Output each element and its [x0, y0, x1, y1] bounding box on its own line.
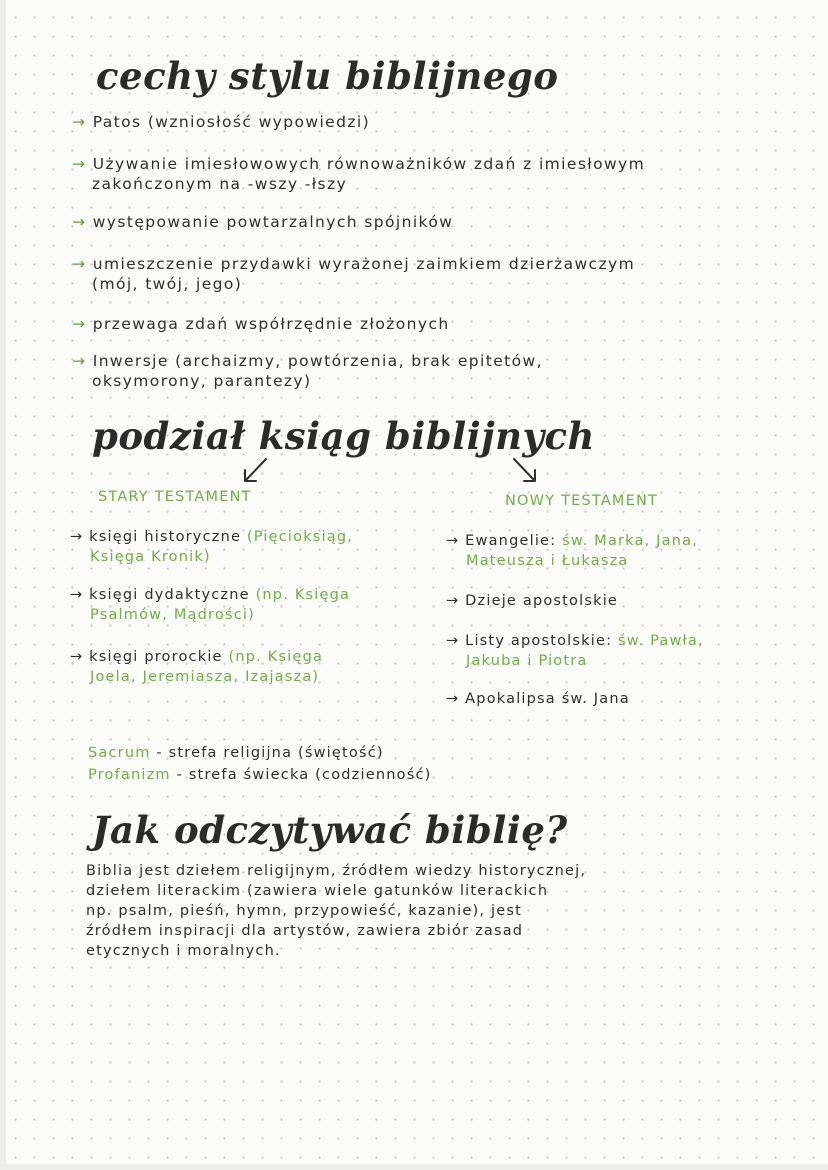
arrow-right-icon: → [72, 113, 87, 131]
arrow-right-icon: → [70, 587, 84, 603]
list-item: → księgi historyczne (Pięcioksiąg, [70, 529, 354, 545]
arrow-down-right-icon [508, 456, 542, 486]
arrow-right-icon: → [72, 352, 87, 370]
list-item: → Dzieje apostolskie [446, 593, 619, 609]
profanum-definition: Profanizm - strefa świecka (codzienność) [88, 767, 432, 783]
arrow-right-icon: → [446, 691, 460, 707]
list-item: → Patos (wzniosłość wypowiedzi) [72, 113, 371, 131]
list-item-continued: Joela, Jeremiasza, Izajasza) [90, 669, 320, 685]
list-item: → Apokalipsa św. Jana [446, 691, 630, 707]
heading-style-features: cechy stylu biblijnego [96, 54, 559, 98]
arrow-right-icon: → [72, 213, 87, 231]
list-item: → przewaga zdań współrzędnie złożonych [72, 315, 450, 333]
list-item-continued: (mój, twój, jego) [92, 275, 243, 293]
new-testament-label: NOWY TESTAMENT [505, 493, 659, 509]
list-item-continued: Mateusza i Łukasza [466, 553, 629, 569]
paragraph-line: np. psalm, pieśń, hymn, przypowieść, kazanie), jest [86, 903, 522, 919]
list-item: → księgi prorockie (np. Księga [70, 649, 324, 665]
scan-edge-bottom [0, 1164, 828, 1170]
arrow-right-icon: → [446, 633, 460, 649]
arrow-right-icon: → [446, 593, 460, 609]
arrow-right-icon: → [70, 649, 84, 665]
sacrum-definition: Sacrum - strefa religijna (świętość) [88, 745, 384, 761]
arrow-down-left-icon [238, 456, 272, 486]
list-item-continued: Psalmów, Mądrości) [90, 607, 255, 623]
arrow-right-icon: → [72, 255, 87, 273]
heading-bible-books: podział ksiąg biblijnych [92, 414, 595, 458]
list-item: → występowanie powtarzalnych spójników [72, 213, 454, 231]
arrow-right-icon: → [72, 155, 87, 173]
arrow-right-icon: → [72, 315, 87, 333]
paragraph-line: Biblia jest dziełem religijnym, źródłem wiedzy historycznej, [86, 863, 587, 879]
heading-how-to-read-bible: Jak odczytywać biblię? [92, 808, 568, 852]
list-item: → umieszczenie przydawki wyrażonej zaimkiem dzierżawczym [72, 255, 636, 273]
old-testament-label: STARY TESTAMENT [98, 489, 252, 505]
list-item-continued: Jakuba i Piotra [466, 653, 588, 669]
paragraph-line: dziełem literackim (zawiera wiele gatunków literackich [86, 883, 549, 899]
list-item-continued: zakończonym na -wszy -łszy [92, 175, 348, 193]
list-item: → Ewangelie: św. Marka, Jana, [446, 533, 699, 549]
paragraph-line: źródłem inspiracji dla artystów, zawiera zbiór zasad [86, 923, 524, 939]
list-item-continued: oksymorony, parantezy) [92, 372, 312, 390]
arrow-right-icon: → [446, 533, 460, 549]
list-item: → Inwersje (archaizmy, powtórzenia, brak epitetów, [72, 352, 543, 370]
paragraph-line: etycznych i moralnych. [86, 943, 281, 959]
arrow-right-icon: → [70, 529, 84, 545]
list-item-continued: Księga Kronik) [90, 549, 211, 565]
list-item: → Listy apostolskie: św. Pawła, [446, 633, 704, 649]
list-item: → Używanie imiesłowowych równoważników zdań z imiesłowym [72, 155, 646, 173]
list-item: → księgi dydaktyczne (np. Księga [70, 587, 351, 603]
scan-edge-left [0, 0, 6, 1170]
